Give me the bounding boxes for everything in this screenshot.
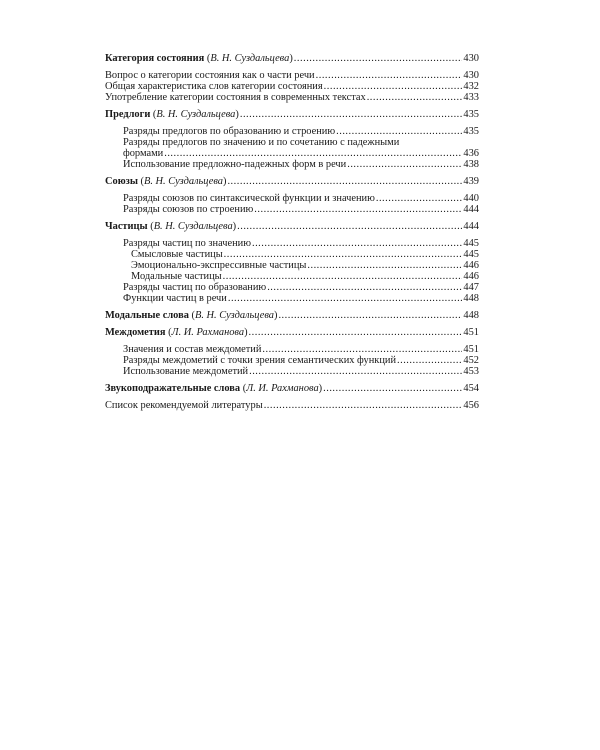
toc-entry-title: Смысловые частицы bbox=[131, 249, 223, 260]
toc-entry bbox=[105, 260, 479, 271]
toc-entry bbox=[105, 238, 479, 249]
toc-entry-title: Употребление категории состояния в современных текстах bbox=[105, 92, 366, 103]
toc-entry bbox=[105, 137, 479, 148]
toc-section-title: Модальные слова (В. Н. Суздальцева) bbox=[105, 310, 278, 321]
toc-entry bbox=[105, 193, 479, 204]
toc-section-entry bbox=[105, 109, 479, 120]
section-name: Союзы bbox=[105, 176, 138, 187]
toc-section-entry bbox=[105, 327, 479, 338]
toc-entry bbox=[105, 249, 479, 260]
toc-entry bbox=[105, 70, 479, 81]
page-number: 456 bbox=[463, 400, 479, 411]
toc-section-entry bbox=[105, 310, 479, 321]
page-number: 435 bbox=[463, 109, 479, 120]
toc-entry-title: Разряды предлогов по образованию и строению bbox=[123, 126, 336, 137]
toc-entry bbox=[105, 366, 479, 377]
page-number: 448 bbox=[463, 293, 479, 304]
leader-dots bbox=[323, 383, 462, 394]
section-author: В. Н. Суздальцева bbox=[144, 176, 223, 187]
page-number: 454 bbox=[463, 383, 479, 394]
toc-entry bbox=[105, 293, 479, 304]
leader-dots bbox=[164, 148, 462, 159]
page-number: 444 bbox=[463, 204, 479, 215]
leader-dots bbox=[347, 159, 462, 170]
page-number: 432 bbox=[463, 81, 479, 92]
toc-entry bbox=[105, 159, 479, 170]
section-author: Л. И. Рахманова bbox=[246, 383, 319, 394]
leader-dots bbox=[316, 70, 463, 81]
toc-entry-title: Разряды междометий с точки зрения семантических функций bbox=[123, 355, 397, 366]
leader-dots bbox=[264, 400, 463, 411]
toc-entry bbox=[105, 271, 479, 282]
toc-entry bbox=[105, 400, 479, 411]
toc-section-title: Звукоподражательные слова (Л. И. Рахманова) bbox=[105, 383, 323, 394]
table-of-contents bbox=[105, 53, 479, 411]
leader-dots bbox=[294, 53, 463, 64]
leader-dots bbox=[278, 310, 462, 321]
section-name: Категория состояния bbox=[105, 53, 205, 64]
page-number: 453 bbox=[463, 366, 479, 377]
toc-section-entry bbox=[105, 383, 479, 394]
page-number: 445 bbox=[463, 249, 479, 260]
section-author: В. Н. Суздальцева bbox=[153, 221, 233, 232]
toc-section-entry bbox=[105, 221, 479, 232]
leader-dots bbox=[397, 355, 462, 366]
leader-dots bbox=[224, 249, 463, 260]
toc-entry bbox=[105, 81, 479, 92]
leader-dots bbox=[237, 221, 462, 232]
toc-entry-title: Общая характеристика слов категории состояния bbox=[105, 81, 323, 92]
toc-section-title: Предлоги (В. Н. Суздальцева) bbox=[105, 109, 239, 120]
leader-dots bbox=[227, 176, 462, 187]
toc-entry-title: Разряды союзов по строению bbox=[123, 204, 254, 215]
leader-dots bbox=[249, 366, 462, 377]
page-number: 430 bbox=[463, 70, 479, 81]
page-number: 433 bbox=[463, 92, 479, 103]
section-name: Звукоподражательные слова bbox=[105, 383, 241, 394]
leader-dots bbox=[228, 293, 463, 304]
toc-entry-title: Разряды предлогов по значению и по сочетанию с падежными bbox=[123, 137, 400, 148]
page-number: 440 bbox=[463, 193, 479, 204]
section-name: Междометия bbox=[105, 327, 166, 338]
leader-dots bbox=[376, 193, 463, 204]
toc-entry-title: Значения и состав междометий bbox=[123, 344, 262, 355]
page-number: 446 bbox=[463, 271, 479, 282]
toc-entry-title: Функции частиц в речи bbox=[123, 293, 227, 304]
toc-section-title: Союзы (В. Н. Суздальцева) bbox=[105, 176, 227, 187]
toc-section-title: Частицы (В. Н. Суздальцева) bbox=[105, 221, 237, 232]
section-author: Л. И. Рахманова bbox=[171, 327, 245, 338]
toc-entry-title: Модальные частицы bbox=[131, 271, 222, 282]
toc-entry-title: Использование междометий bbox=[123, 366, 249, 377]
leader-dots bbox=[223, 271, 463, 282]
toc-entry-title: Разряды частиц по образованию bbox=[123, 282, 267, 293]
section-name: Частицы bbox=[105, 221, 148, 232]
page-number: 452 bbox=[463, 355, 479, 366]
page-number: 447 bbox=[463, 282, 479, 293]
toc-entry bbox=[105, 282, 479, 293]
toc-entry-title: формами bbox=[123, 148, 164, 159]
toc-entry bbox=[105, 148, 479, 159]
toc-section-title: Категория состояния (В. Н. Суздальцева) bbox=[105, 53, 293, 64]
page-number: 430 bbox=[463, 53, 479, 64]
section-name: Модальные слова bbox=[105, 310, 189, 321]
toc-entry-title: Список рекомендуемой литературы bbox=[105, 400, 263, 411]
section-author: В. Н. Суздальцева bbox=[195, 310, 274, 321]
page-number: 436 bbox=[463, 148, 479, 159]
section-author: В. Н. Суздальцева bbox=[210, 53, 290, 64]
toc-entry-title: Вопрос о категории состояния как о части речи bbox=[105, 70, 315, 81]
leader-dots bbox=[252, 238, 462, 249]
leader-dots bbox=[249, 327, 463, 338]
toc-entry-title: Использование предложно-падежных форм в речи bbox=[123, 159, 347, 170]
page-number: 448 bbox=[463, 310, 479, 321]
page-number: 445 bbox=[463, 238, 479, 249]
toc-section-entry bbox=[105, 176, 479, 187]
leader-dots bbox=[307, 260, 462, 271]
toc-section-entry bbox=[105, 53, 479, 64]
toc-entry-title: Разряды частиц по значению bbox=[123, 238, 251, 249]
page-number: 439 bbox=[463, 176, 479, 187]
leader-dots bbox=[240, 109, 463, 120]
page-number: 451 bbox=[463, 344, 479, 355]
toc-entry bbox=[105, 204, 479, 215]
page-number: 444 bbox=[463, 221, 479, 232]
toc-entry bbox=[105, 126, 479, 137]
toc-entry-title: Эмоционально-экспрессивные частицы bbox=[131, 260, 307, 271]
leader-dots bbox=[267, 282, 462, 293]
leader-dots bbox=[324, 81, 463, 92]
leader-dots bbox=[262, 344, 462, 355]
leader-dots bbox=[367, 92, 463, 103]
toc-entry bbox=[105, 355, 479, 366]
toc-entry-title: Разряды союзов по синтаксической функции и значению bbox=[123, 193, 375, 204]
section-author: В. Н. Суздальцева bbox=[156, 109, 236, 120]
section-name: Предлоги bbox=[105, 109, 151, 120]
toc-entry bbox=[105, 344, 479, 355]
toc-entry bbox=[105, 92, 479, 103]
page-number: 446 bbox=[463, 260, 479, 271]
toc-section-title: Междометия (Л. И. Рахманова) bbox=[105, 327, 248, 338]
page-number: 451 bbox=[463, 327, 479, 338]
page-number: 435 bbox=[463, 126, 479, 137]
leader-dots bbox=[254, 204, 462, 215]
leader-dots bbox=[336, 126, 462, 137]
page-number: 438 bbox=[463, 159, 479, 170]
